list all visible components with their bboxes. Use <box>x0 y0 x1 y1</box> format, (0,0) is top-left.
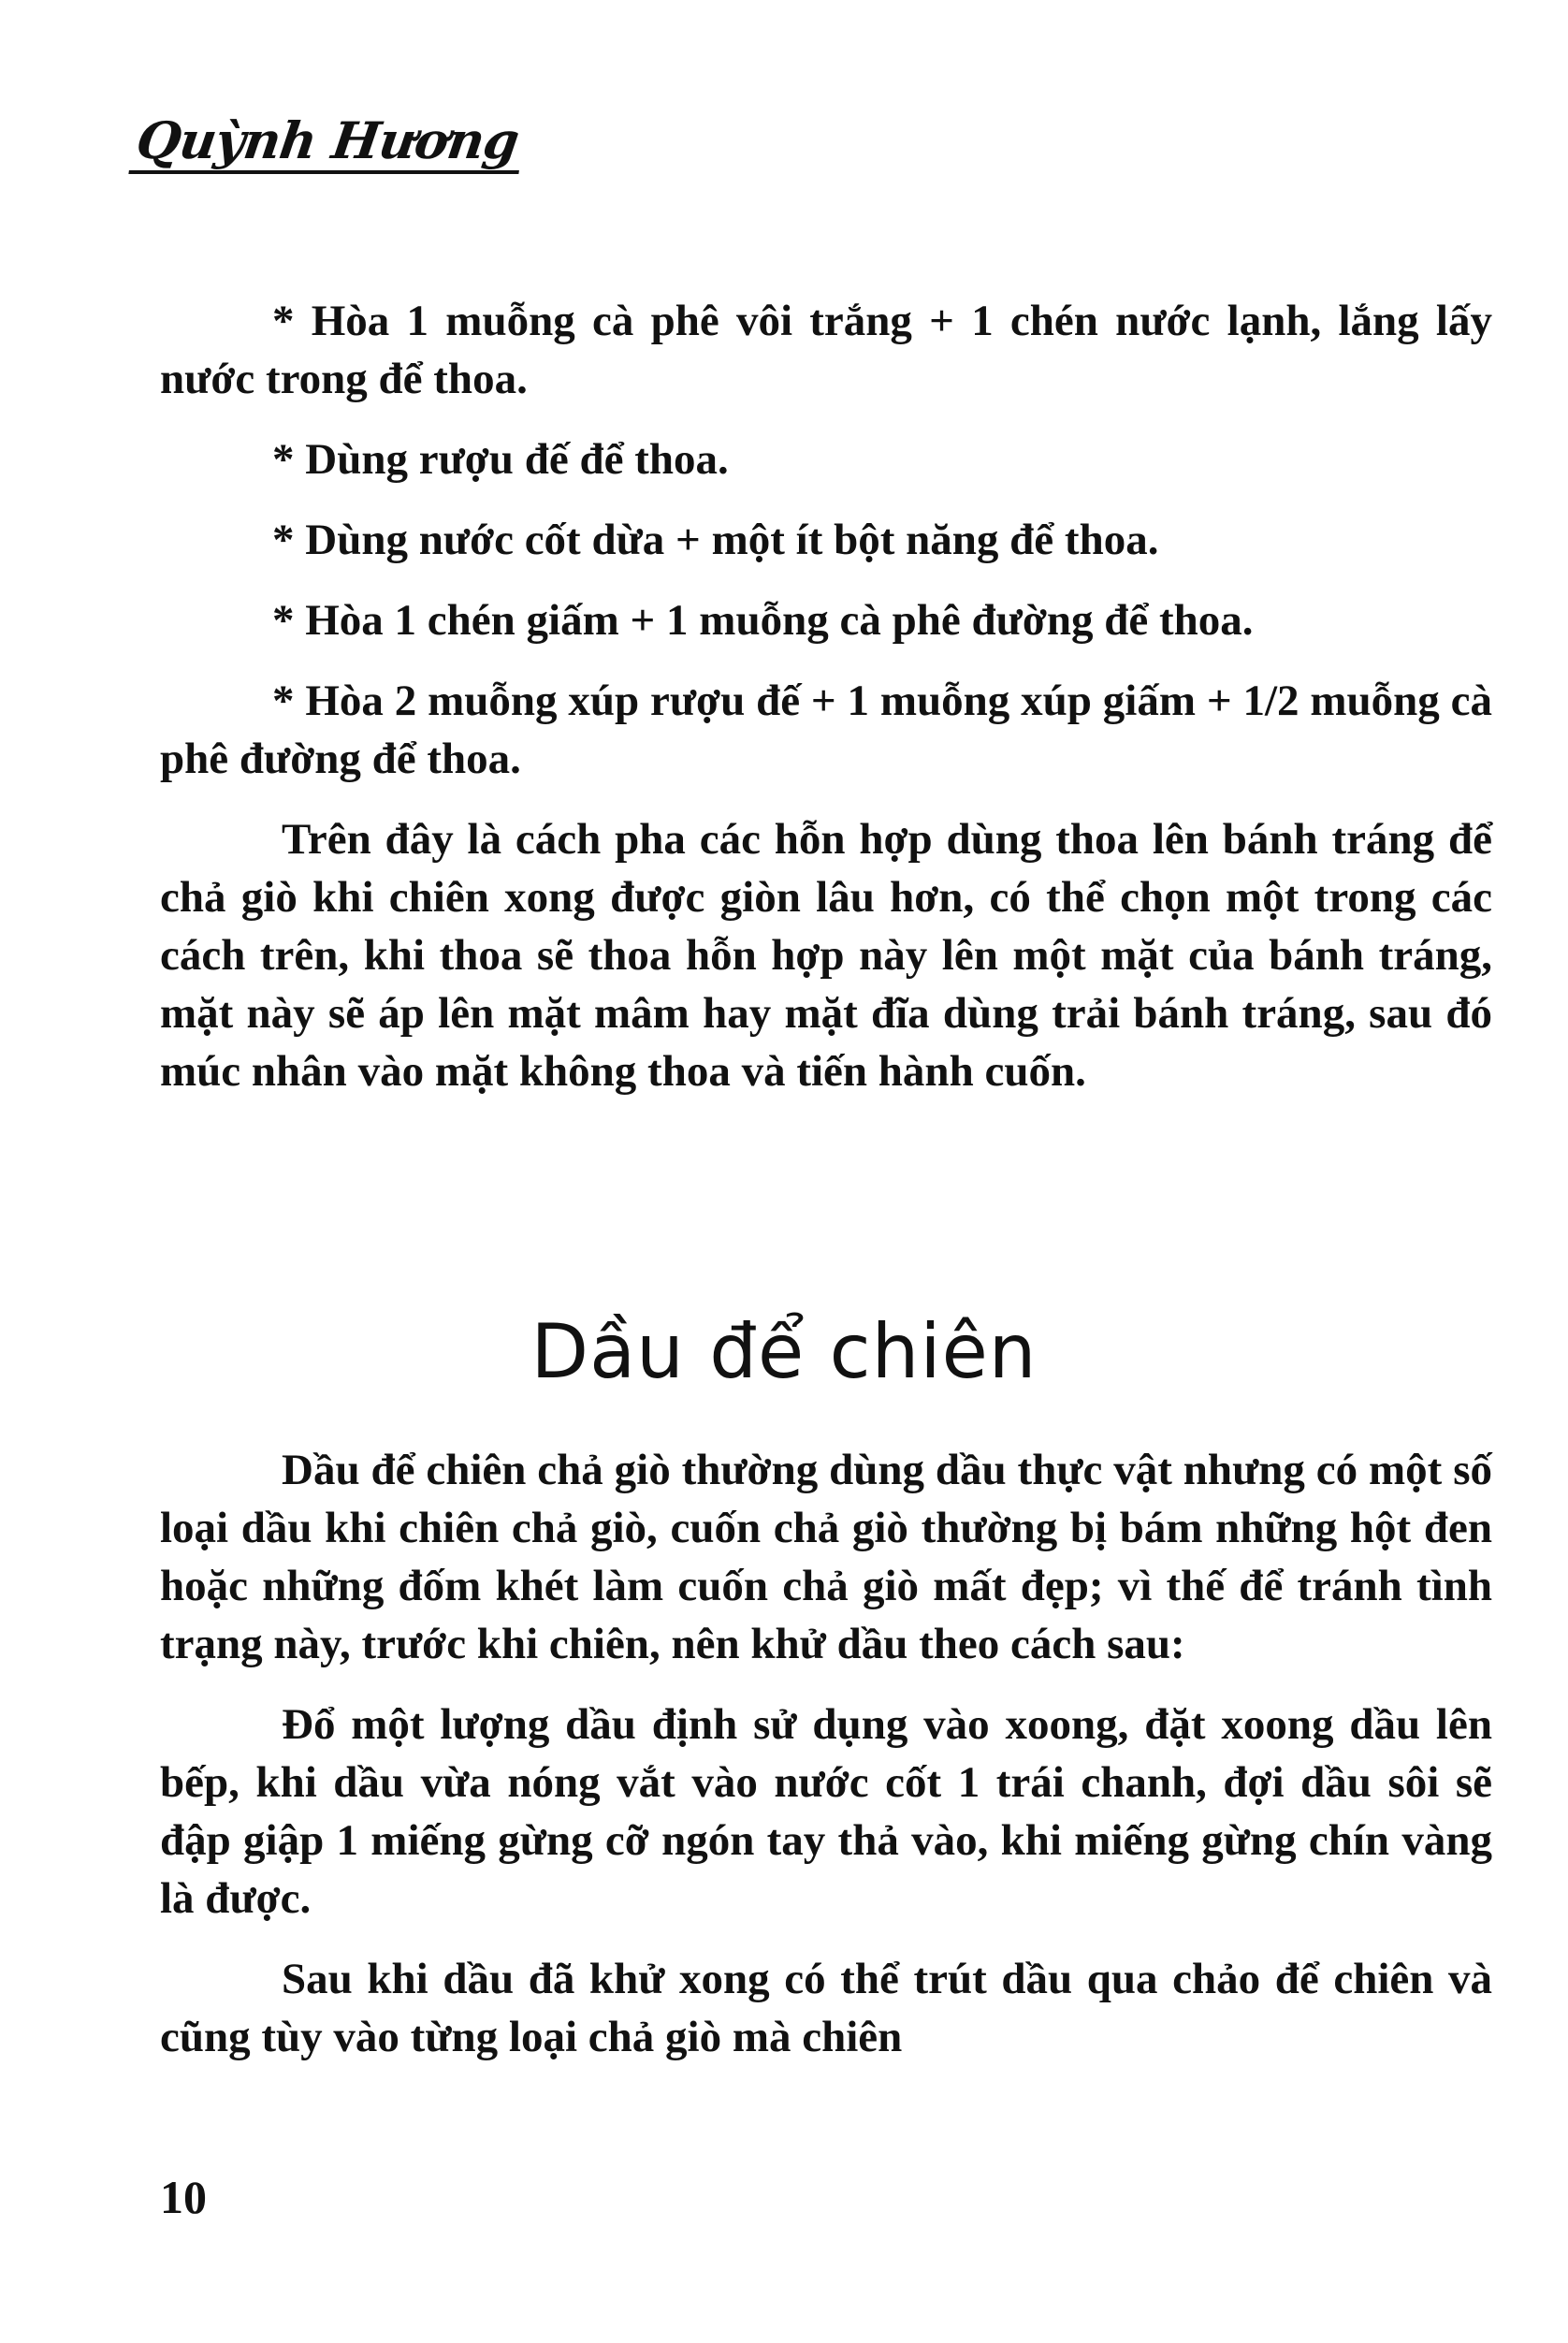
running-title: Quỳnh Hương <box>128 112 528 174</box>
body-paragraph: Dầu để chiên chả giò thường dùng dầu thực vật nhưng có một số loại dầu khi chiên chả giò, cuốn chả giò thường bị bám những hột đen hoặc những đốm khét làm cuốn chả giò mất đẹp; vì thế để tránh tình trạng này, trước khi chiên, nên khử dầu theo cách sau: <box>160 1446 1492 1668</box>
list-item: * Hòa 1 muỗng cà phê vôi trắng + 1 chén nước lạnh, lắng lấy nước trong để thoa. <box>160 297 1492 403</box>
section-body <box>160 1441 1492 2066</box>
list-item: * Hòa 1 chén giấm + 1 muỗng cà phê đường để thoa. <box>272 596 1254 645</box>
page-number: 10 <box>160 2171 207 2223</box>
section-heading: Dầu để chiên <box>530 1308 1038 1395</box>
list-item: * Hòa 2 muỗng xúp rượu đế + 1 muỗng xúp giấm + 1/2 muỗng cà phê đường để thoa. <box>160 677 1492 783</box>
body-paragraph: Đổ một lượng dầu định sử dụng vào xoong, đặt xoong dầu lên bếp, khi dầu vừa nóng vắt vào nước cốt 1 trái chanh, đợi dầu sôi sẽ đập giập 1 miếng gừng cỡ ngón tay thả vào, khi miếng gừng chín vàng là được. <box>160 1700 1492 1923</box>
ingredient-list <box>160 292 1492 1100</box>
list-item: * Dùng rượu đế để thoa. <box>272 435 729 484</box>
intro-paragraph: Trên đây là cách pha các hỗn hợp dùng thoa lên bánh tráng để chả giò khi chiên xong được giòn lâu hơn, có thể chọn một trong các cách trên, khi thoa sẽ thoa hỗn hợp này lên một mặt của bánh tráng, mặt này sẽ áp lên mặt mâm hay mặt đĩa dùng trải bánh tráng, sau đó múc nhân vào mặt không thoa và tiến hành cuốn. <box>160 815 1492 1096</box>
list-item: * Dùng nước cốt dừa + một ít bột năng để thoa. <box>272 516 1159 564</box>
body-paragraph: Sau khi dầu đã khử xong có thể trút dầu qua chảo để chiên và cũng tùy vào từng loại chả giò mà chiên <box>160 1955 1492 2061</box>
